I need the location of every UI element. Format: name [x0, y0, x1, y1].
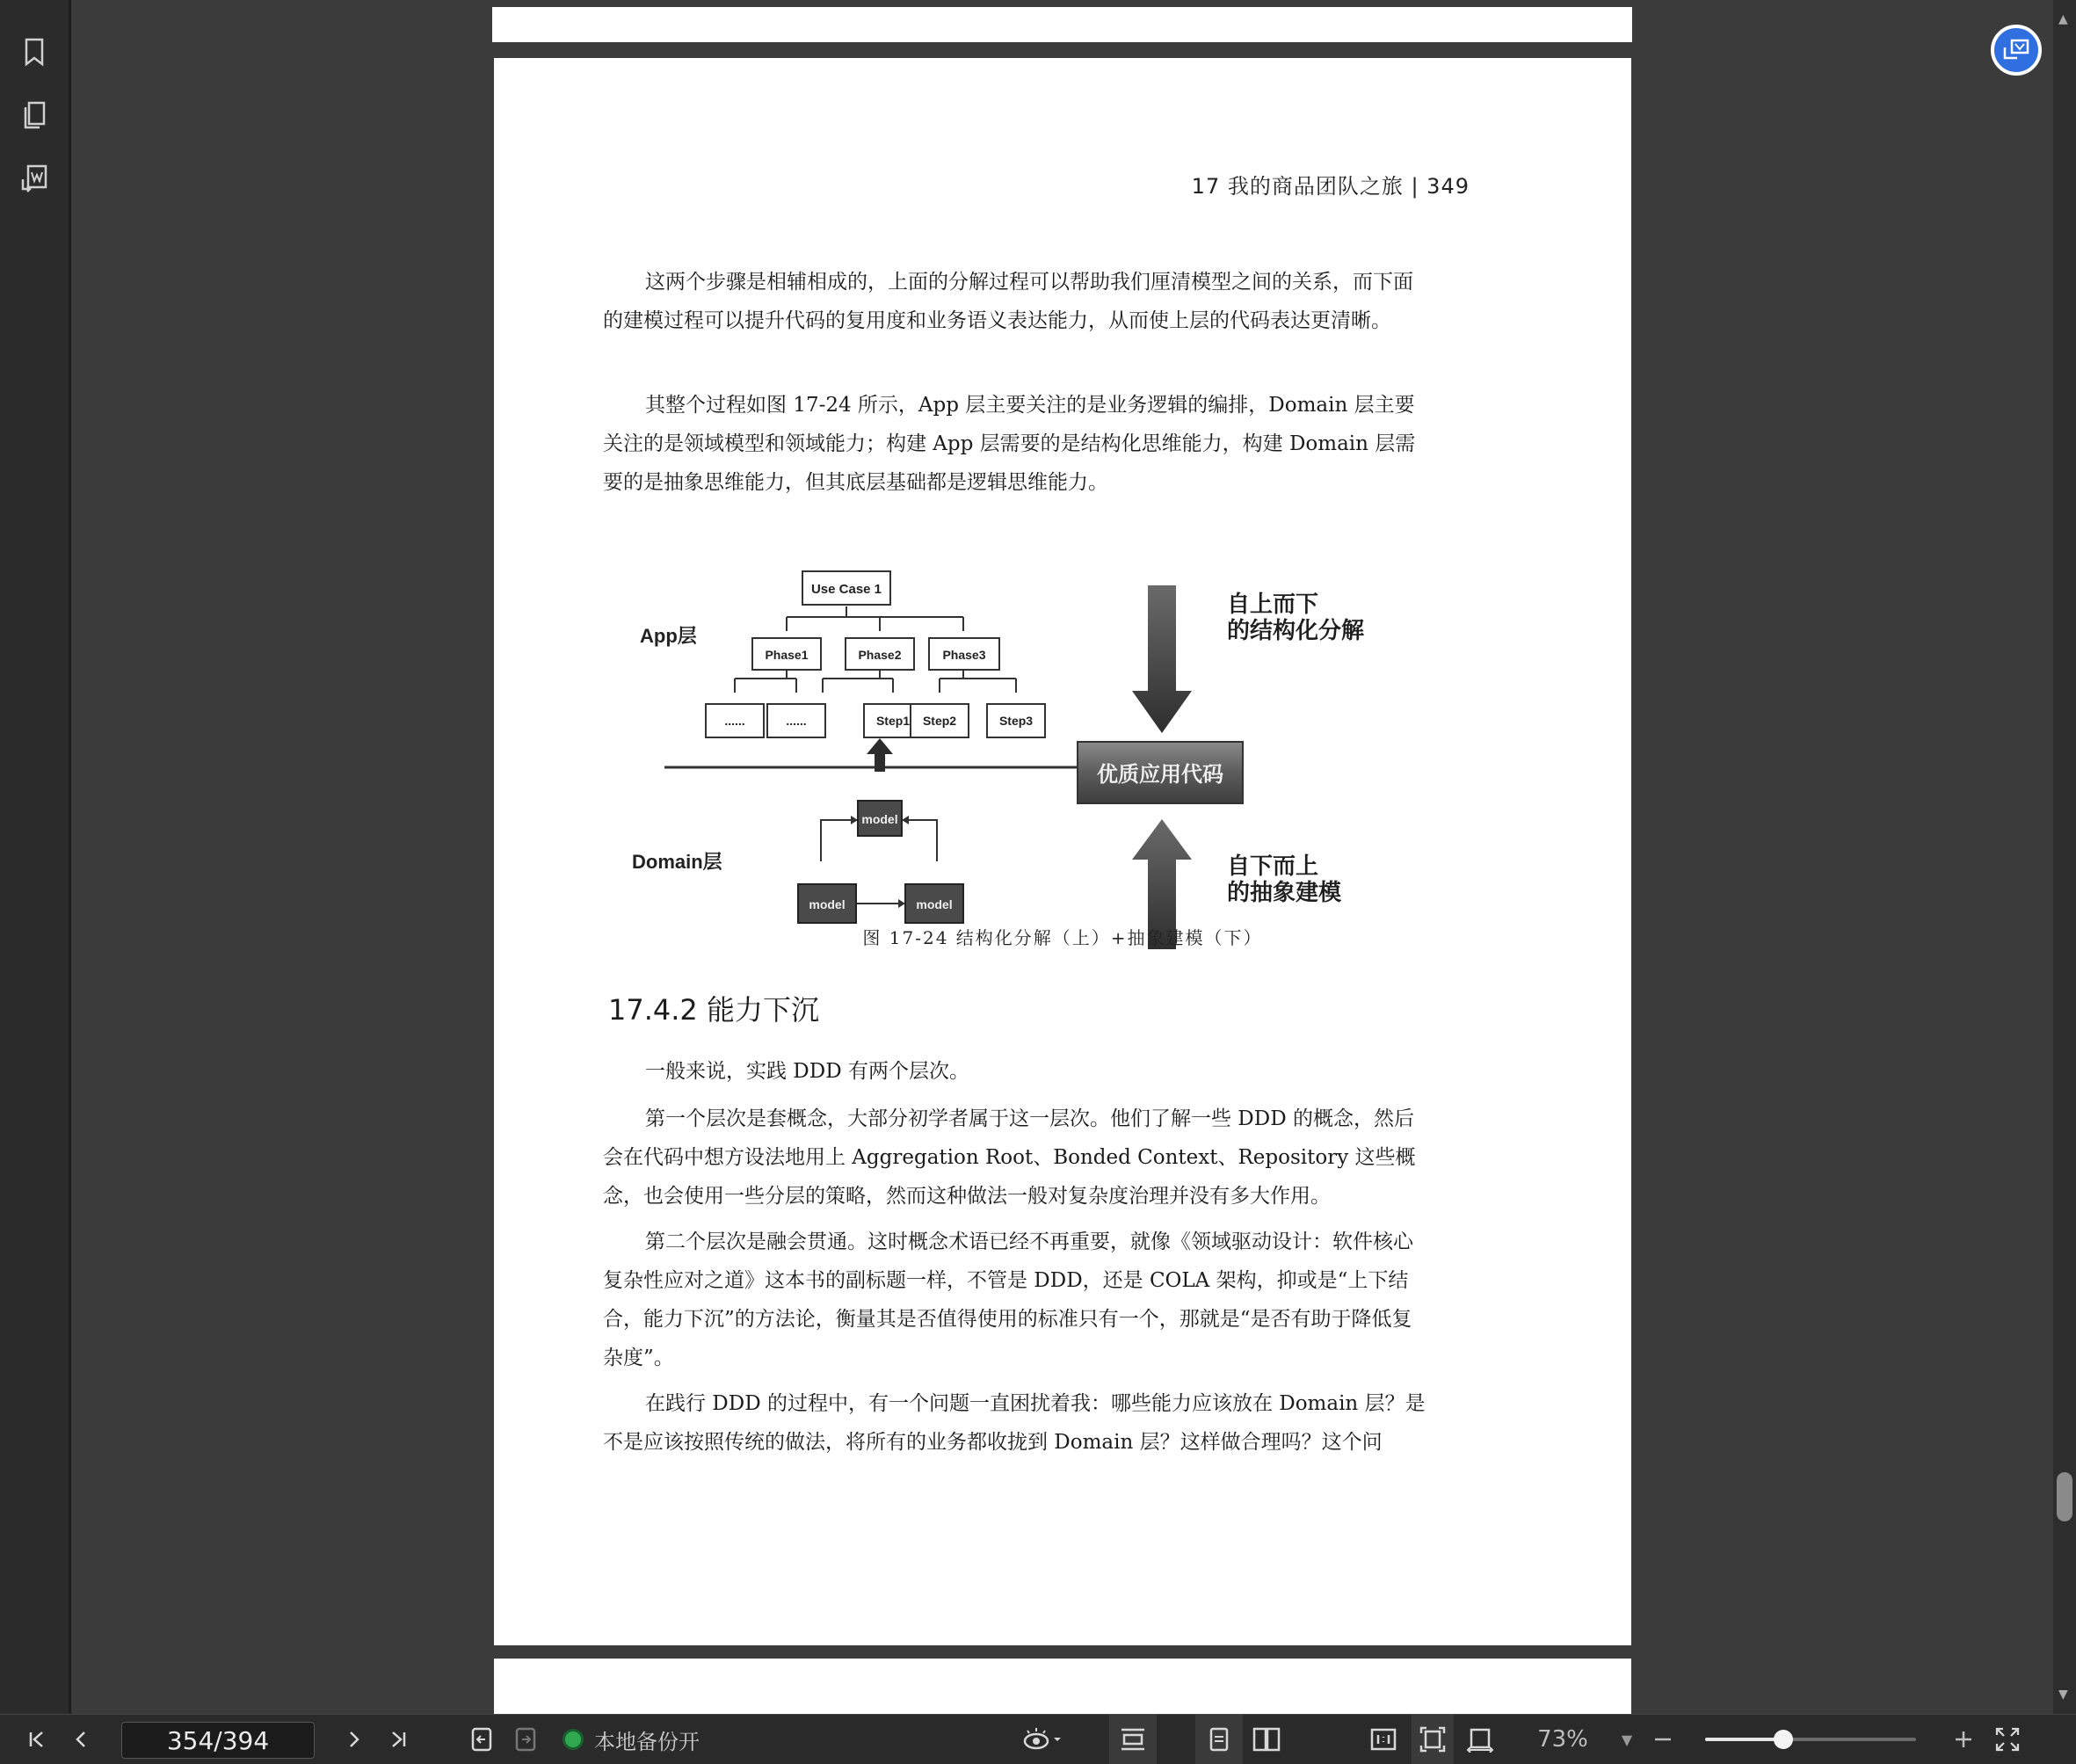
phase-node: Phase1	[765, 648, 809, 662]
model-node: model	[809, 897, 846, 911]
bookmark-icon[interactable]	[12, 30, 56, 74]
zoom-out-icon[interactable]	[1645, 1715, 1680, 1764]
paragraph-1: 这两个步骤是相辅相成的，上面的分解过程可以帮助我们厘清模型之间的关系，而下面的建模过程可以提升代码的复用度和业务语义表达能力，从而使上层的代码表达更清晰。	[603, 271, 1413, 332]
model-node: model	[916, 897, 953, 911]
first-page-icon[interactable]	[19, 1715, 54, 1764]
page-forward-icon[interactable]	[508, 1715, 543, 1764]
zoom-level[interactable]: 73%	[1537, 1726, 1588, 1753]
domain-layer-label: Domain层	[632, 851, 722, 873]
paragraph-6: 在践行 DDD 的过程中，有一个问题一直困扰着我：哪些能力应该放在 Domain 层？是不是应该按照传统的做法，将所有的业务都收拢到 Domain 层？这样做合理吗？这个问	[603, 1392, 1426, 1454]
use-case-node: Use Case 1	[810, 582, 882, 597]
model-node: model	[861, 812, 898, 826]
annotation-export-icon[interactable]	[12, 156, 56, 200]
paragraph-5: 第二个层次是融会贯通。这时概念术语已经不再重要，就像《领域驱动设计：软件核心复杂性应对之道》这本书的副标题一样，不管是 DDD，还是 COLA 架构，抑或是“上下结合，能力下沉”的方法论，衡量其是否值得使用的标准只有一个，那就是“是否有助于降低复杂度”。	[603, 1230, 1413, 1369]
zoom-slider[interactable]	[1705, 1738, 1916, 1741]
fullscreen-icon[interactable]	[1988, 1715, 2027, 1764]
last-page-icon[interactable]	[381, 1715, 416, 1764]
step-node: Step2	[922, 714, 957, 728]
step-node: Step1	[875, 714, 911, 728]
paragraph-3: 一般来说，实践 DDD 有两个层次。	[645, 1060, 969, 1083]
next-page	[494, 1659, 1631, 1714]
step-node: ......	[724, 714, 745, 728]
step-node: Step3	[998, 714, 1034, 728]
phase-node: Phase2	[858, 648, 902, 662]
translate-float-button[interactable]	[1991, 25, 2042, 76]
zoom-in-icon[interactable]	[1946, 1715, 1981, 1764]
eye-care-icon[interactable]	[1015, 1715, 1068, 1764]
fit-page-icon[interactable]	[1412, 1715, 1454, 1764]
bottom-up-label-2: 的抽象建模	[1227, 880, 1342, 906]
scroll-up-icon[interactable]: ▲	[2058, 12, 2068, 26]
figure-caption: 图 17-24 结构化分解（上）+抽象建模（下）	[862, 927, 1263, 948]
fit-width-icon[interactable]	[1459, 1715, 1501, 1764]
page-number-input[interactable]: 354/394	[121, 1722, 315, 1759]
zoom-slider-fill	[1705, 1738, 1783, 1741]
bottom-toolbar	[0, 1714, 2076, 1764]
scroll-thumb[interactable]	[2057, 1472, 2072, 1521]
scroll-down-icon[interactable]: ▼	[2058, 1688, 2068, 1702]
previous-page-icon[interactable]	[63, 1715, 98, 1764]
vertical-scrollbar[interactable]	[2053, 0, 2076, 1714]
top-down-label-1: 自上而下	[1227, 592, 1319, 618]
bottom-up-label-1: 自下而上	[1227, 853, 1319, 880]
current-page	[494, 58, 1631, 1645]
paragraph-4: 第一个层次是套概念，大部分初学者属于这一层次。他们了解一些 DDD 的概念，然后会在代码中想方设法地用上 Aggregation Root、Bonded Context、Repository 这些概念，也会使用一些分层的策略，然而这种做法一般对复杂度治理并没有多大作用。	[603, 1107, 1416, 1208]
actual-size-icon[interactable]	[1364, 1715, 1403, 1764]
backup-status-label: 本地备份开	[594, 1729, 700, 1754]
backup-status[interactable]	[563, 1715, 700, 1764]
section-title: 17.4.2 能力下沉	[608, 993, 819, 1027]
single-page-icon[interactable]	[1195, 1715, 1243, 1764]
phase-node: Phase3	[942, 648, 986, 662]
zoom-slider-handle[interactable]	[1774, 1730, 1793, 1749]
down-arrow-icon	[1132, 585, 1192, 733]
thumbnails-icon[interactable]	[12, 93, 56, 137]
step-node: ......	[786, 714, 807, 728]
left-tool-rail	[0, 0, 71, 1714]
top-down-label-2: 的结构化分解	[1227, 618, 1365, 644]
figure-17-24	[603, 506, 1447, 963]
translate-icon	[2003, 39, 2029, 62]
paragraph-2: 其整个过程如图 17-24 所示，App 层主要关注的是业务逻辑的编排，Domain 层主要关注的是领域模型和领域能力；构建 App 层需要的是结构化思维能力，构建 Domain 层需要的是抽象思维能力，但其底层基础都是逻辑思维能力。	[603, 394, 1416, 494]
running-head: 17 我的商品团队之旅 | 349	[1191, 174, 1470, 199]
center-box-label: 优质应用代码	[1097, 762, 1223, 787]
next-page-icon[interactable]	[337, 1715, 372, 1764]
document-viewport[interactable]	[71, 0, 2053, 1714]
figure-diagram	[603, 506, 1447, 963]
zoom-dropdown-icon[interactable]: ▼	[1621, 1731, 1633, 1748]
app-layer-label: App层	[640, 625, 697, 647]
page-back-icon[interactable]	[464, 1715, 499, 1764]
previous-page	[492, 7, 1632, 42]
continuous-scroll-icon[interactable]	[1109, 1715, 1157, 1764]
backup-status-dot	[563, 1729, 584, 1750]
two-page-icon[interactable]	[1243, 1715, 1290, 1764]
